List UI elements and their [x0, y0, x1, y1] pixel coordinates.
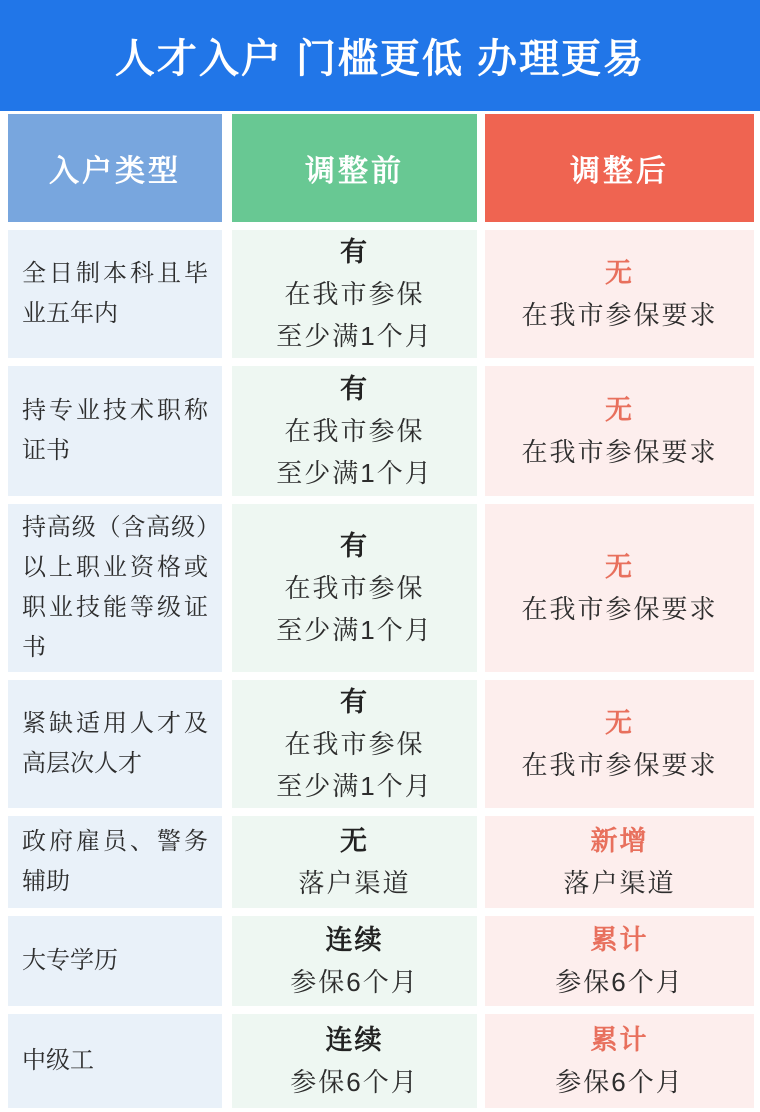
- type-cell: [8, 1014, 222, 1108]
- type-label: 持高级（含高级）以上职业资格或职业技能等级证书: [22, 514, 208, 661]
- type-cell: [8, 680, 222, 808]
- after-cell: [485, 816, 754, 908]
- type-cell: [8, 504, 222, 672]
- comparison-table: [0, 114, 760, 1108]
- before-line: 在我市参保: [284, 279, 425, 309]
- before-line: 在我市参保: [284, 573, 425, 603]
- before-cell: [232, 366, 477, 496]
- after-emphasis: 无: [605, 395, 634, 425]
- after-emphasis: 无: [605, 258, 634, 288]
- after-cell: [485, 916, 754, 1006]
- before-line: 落户渠道: [298, 868, 411, 898]
- before-line: 至少满1个月: [276, 771, 433, 801]
- before-cell: [232, 916, 477, 1006]
- type-label: 大专学历: [22, 947, 118, 974]
- header-cell-type: 入户类型: [8, 114, 222, 222]
- before-emphasis: 有: [340, 374, 369, 404]
- type-label: 中级工: [22, 1047, 94, 1074]
- table-row: [8, 504, 754, 672]
- type-label: 政府雇员、警务辅助: [22, 828, 208, 895]
- before-line: 参保6个月: [290, 967, 419, 997]
- after-line: 参保6个月: [555, 1067, 684, 1097]
- before-cell: [232, 504, 477, 672]
- after-line: 参保6个月: [555, 967, 684, 997]
- after-line: 在我市参保要求: [521, 750, 718, 780]
- table-row: [8, 816, 754, 908]
- type-label: 全日制本科且毕业五年内: [22, 260, 208, 327]
- before-cell: [232, 816, 477, 908]
- after-line: 在我市参保要求: [521, 594, 718, 624]
- before-cell: [232, 1014, 477, 1108]
- type-label: 持专业技术职称证书: [22, 397, 208, 464]
- after-cell: [485, 1014, 754, 1108]
- after-line: 在我市参保要求: [521, 300, 718, 330]
- before-line: 在我市参保: [284, 416, 425, 446]
- table-row: [8, 230, 754, 358]
- after-emphasis: 无: [605, 552, 634, 582]
- table-row: [8, 1014, 754, 1108]
- header-cell-before: 调整前: [232, 114, 477, 222]
- table-row: [8, 366, 754, 496]
- after-line: 落户渠道: [563, 868, 676, 898]
- before-emphasis: 连续: [325, 1025, 384, 1055]
- type-cell: [8, 916, 222, 1006]
- table-header-row: [8, 114, 754, 222]
- after-emphasis: 新增: [590, 826, 649, 856]
- table-row: [8, 680, 754, 808]
- type-cell: [8, 366, 222, 496]
- type-cell: [8, 816, 222, 908]
- after-cell: [485, 366, 754, 496]
- before-emphasis: 有: [340, 237, 369, 267]
- before-emphasis: 连续: [325, 925, 384, 955]
- before-line: 至少满1个月: [276, 321, 433, 351]
- before-emphasis: 有: [340, 687, 369, 717]
- after-cell: [485, 504, 754, 672]
- before-line: 至少满1个月: [276, 458, 433, 488]
- before-emphasis: 无: [340, 826, 369, 856]
- header-cell-after: 调整后: [485, 114, 754, 222]
- after-emphasis: 累计: [590, 925, 649, 955]
- before-line: 参保6个月: [290, 1067, 419, 1097]
- after-emphasis: 无: [605, 708, 634, 738]
- type-cell: [8, 230, 222, 358]
- table-row: [8, 916, 754, 1006]
- page-title: 人才入户 门槛更低 办理更易: [114, 37, 646, 81]
- before-cell: [232, 230, 477, 358]
- after-line: 在我市参保要求: [521, 437, 718, 467]
- before-cell: [232, 680, 477, 808]
- before-emphasis: 有: [340, 531, 369, 561]
- after-emphasis: 累计: [590, 1025, 649, 1055]
- before-line: 在我市参保: [284, 729, 425, 759]
- type-label: 紧缺适用人才及高层次人才: [22, 710, 208, 777]
- after-cell: [485, 230, 754, 358]
- after-cell: [485, 680, 754, 808]
- title-banner: [0, 0, 760, 111]
- before-line: 至少满1个月: [276, 615, 433, 645]
